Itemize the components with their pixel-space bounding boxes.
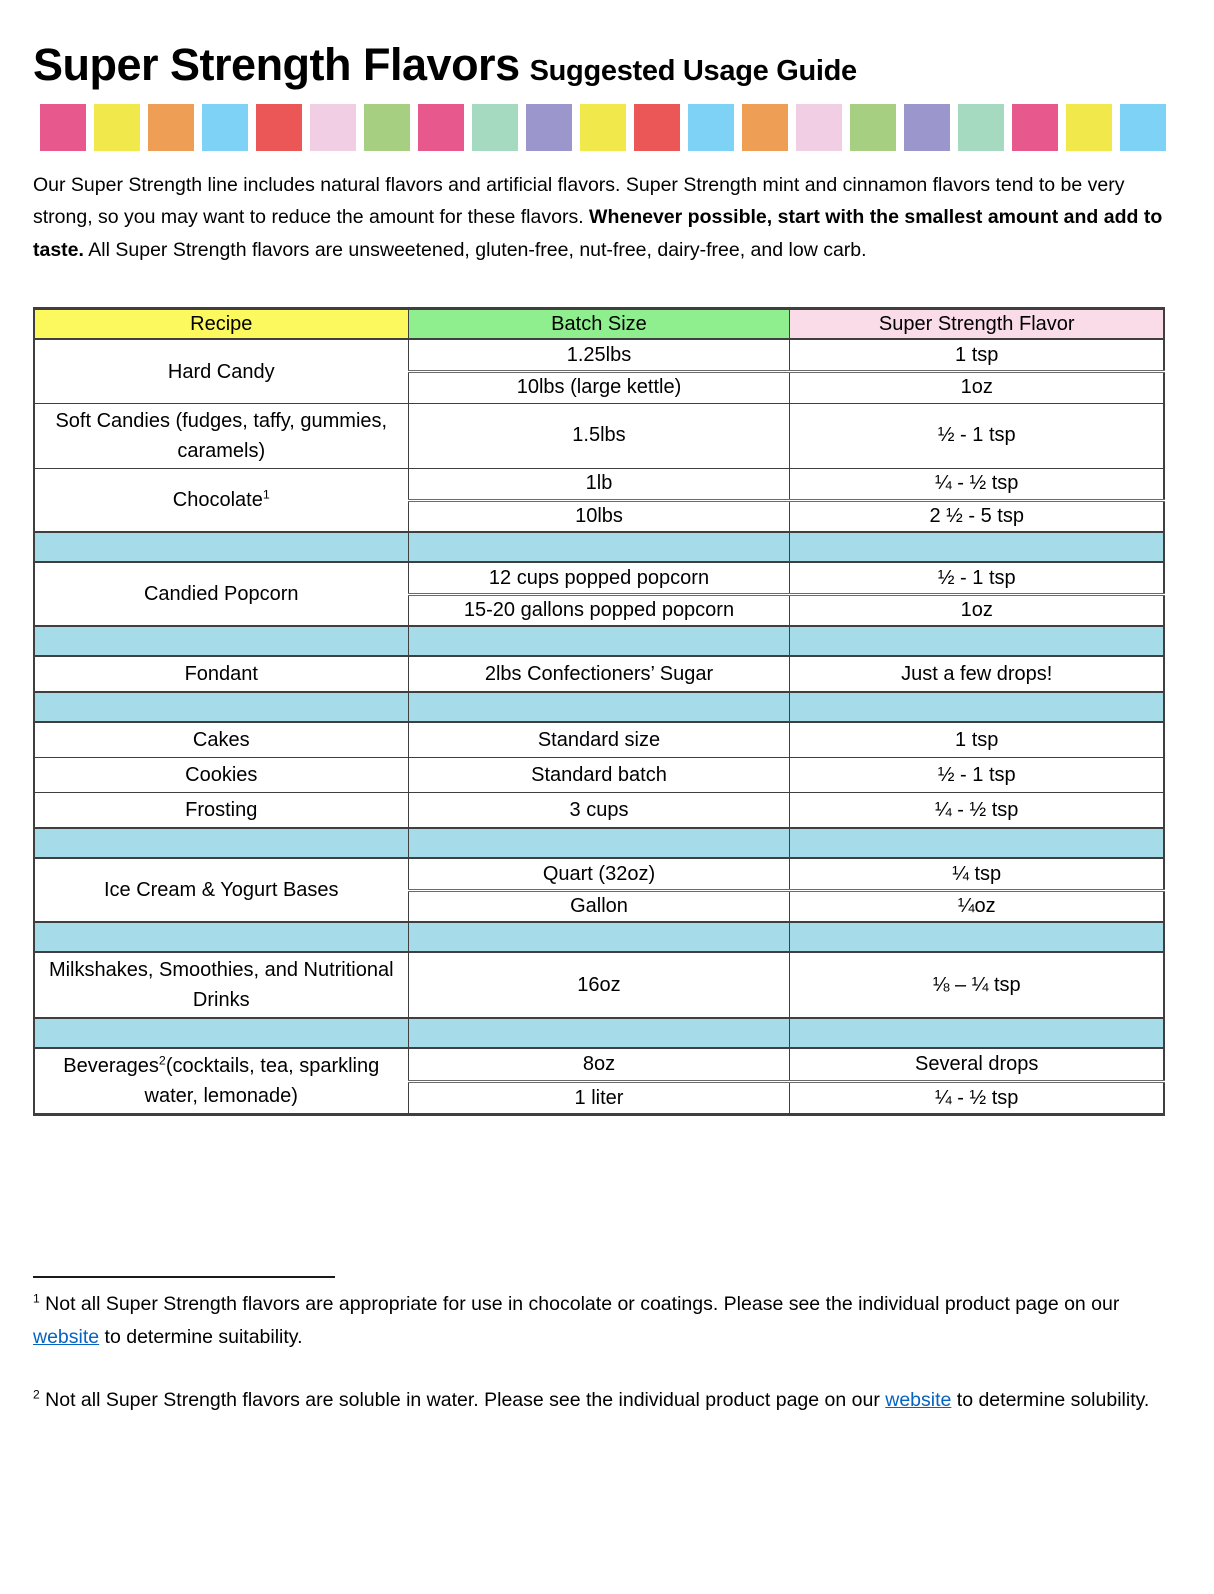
- recipe-cell: [34, 339, 408, 403]
- separator-cell: [790, 532, 1164, 562]
- separator-cell: [34, 626, 408, 656]
- table-row: [34, 722, 1164, 758]
- table-row: [34, 793, 1164, 829]
- color-swatch-orange: [742, 104, 788, 151]
- table-row: [34, 758, 1164, 793]
- batch-size-cell: Quart (32oz): [408, 858, 790, 890]
- recipe-name: Soft Candies (fudges, taffy, gummies, caramels): [55, 409, 388, 462]
- separator-cell: [34, 1018, 408, 1048]
- color-swatch-blue: [688, 104, 734, 151]
- color-swatch-lightpink: [310, 104, 356, 151]
- footnote-1-text: Not all Super Strength flavors are appropriate for use in chocolate or coatings. Please see the individual product page on our: [39, 1293, 1120, 1316]
- table-row: [34, 656, 1164, 692]
- separator-row: [34, 828, 1164, 858]
- recipe-cell: [34, 403, 408, 468]
- batch-size-cell: 10lbs: [408, 500, 790, 532]
- recipe-name: Milkshakes, Smoothies, and Nutritional Drinks: [48, 959, 394, 1012]
- flavor-amount-cell: ½ - 1 tsp: [790, 403, 1164, 468]
- table-row: [34, 403, 1164, 468]
- color-swatch-yellow: [94, 104, 140, 151]
- footnote-1-text-after: to determine suitability.: [99, 1326, 303, 1348]
- batch-size-cell: Standard size: [408, 722, 790, 758]
- footnote-2-marker: 2: [33, 1387, 40, 1402]
- recipe-cell: [34, 722, 408, 758]
- color-swatch-green: [364, 104, 410, 151]
- flavor-amount-cell: ¼ - ½ tsp: [790, 793, 1164, 829]
- flavor-column-header: Super Strength Flavor: [790, 308, 1164, 339]
- footnote-2-text: Not all Super Strength flavors are soluble in water. Please see the individual product page on our: [39, 1388, 886, 1411]
- table-row: [34, 468, 1164, 500]
- batch-size-cell: 15-20 gallons popped popcorn: [408, 594, 790, 626]
- separator-row: [34, 922, 1164, 952]
- flavor-amount-cell: 1oz: [790, 594, 1164, 626]
- separator-cell: [408, 532, 790, 562]
- separator-cell: [790, 828, 1164, 858]
- color-swatch-yellow: [1066, 104, 1112, 151]
- footnote-reference: 1: [262, 487, 270, 502]
- flavor-amount-cell: 1oz: [790, 371, 1164, 403]
- separator-cell: [408, 922, 790, 952]
- footnote-1: [33, 1288, 1165, 1354]
- flavor-amount-cell: ⅛ – ¼ tsp: [790, 952, 1164, 1018]
- recipe-name: Chocolate: [172, 489, 263, 511]
- batch-size-column-header: Batch Size: [408, 308, 790, 339]
- flavor-amount-cell: 1 tsp: [790, 339, 1164, 371]
- color-swatch-yellow: [580, 104, 626, 151]
- color-swatch-purple: [526, 104, 572, 151]
- recipe-cell: [34, 758, 408, 793]
- color-swatch-blue: [1120, 104, 1166, 151]
- recipe-name: Hard Candy: [167, 360, 275, 383]
- footnote-2: [33, 1384, 1165, 1417]
- batch-size-cell: 1 liter: [408, 1082, 790, 1115]
- flavor-amount-cell: 2 ½ - 5 tsp: [790, 500, 1164, 532]
- separator-cell: [790, 922, 1164, 952]
- batch-size-cell: 3 cups: [408, 793, 790, 829]
- color-swatch-pink: [1012, 104, 1058, 151]
- intro-text-1: Our Super Strength line includes natural flavors and artificial flavors. Super Strength mint and cinnamon flavors tend to be very strong, so you may want to reduce the amount for these flavors.: [33, 173, 1125, 229]
- usage-guide-table: [33, 307, 1165, 1117]
- flavor-amount-cell: ¼oz: [790, 890, 1164, 922]
- separator-cell: [408, 692, 790, 722]
- batch-size-cell: 16oz: [408, 952, 790, 1018]
- decorative-color-stripe: [40, 104, 1165, 151]
- color-swatch-pink: [418, 104, 464, 151]
- table-header-row: [34, 308, 1164, 339]
- batch-size-cell: Standard batch: [408, 758, 790, 793]
- flavor-amount-cell: ½ - 1 tsp: [790, 758, 1164, 793]
- page-title: [33, 40, 1165, 90]
- color-swatch-orange: [148, 104, 194, 151]
- title-subtitle: Suggested Usage Guide: [529, 55, 857, 87]
- footnote-separator-rule: [33, 1276, 335, 1278]
- batch-size-cell: Gallon: [408, 890, 790, 922]
- recipe-cell: [34, 468, 408, 532]
- recipe-name: Cookies: [185, 764, 258, 787]
- color-swatch-green: [850, 104, 896, 151]
- separator-cell: [408, 626, 790, 656]
- separator-cell: [790, 692, 1164, 722]
- color-swatch-mint: [472, 104, 518, 151]
- flavor-amount-cell: ¼ tsp: [790, 858, 1164, 890]
- recipe-cell: [34, 562, 408, 626]
- footnote-1-marker: 1: [33, 1291, 40, 1306]
- recipe-name: Frosting: [185, 799, 258, 822]
- recipe-name: Ice Cream & Yogurt Bases: [103, 879, 339, 902]
- flavor-amount-cell: ½ - 1 tsp: [790, 562, 1164, 594]
- recipe-cell: [34, 858, 408, 922]
- separator-row: [34, 626, 1164, 656]
- flavor-amount-cell: ¼ - ½ tsp: [790, 1082, 1164, 1115]
- recipe-cell: [34, 656, 408, 692]
- table-row: [34, 952, 1164, 1018]
- separator-row: [34, 692, 1164, 722]
- flavor-amount-cell: ¼ - ½ tsp: [790, 468, 1164, 500]
- recipe-name: Candied Popcorn: [143, 583, 299, 606]
- table-row: [34, 562, 1164, 594]
- separator-cell: [790, 1018, 1164, 1048]
- color-swatch-pink: [40, 104, 86, 151]
- batch-size-cell: 1lb: [408, 468, 790, 500]
- recipe-name-suffix: (cocktails, tea, sparkling water, lemonade): [144, 1055, 380, 1108]
- table-row: [34, 1048, 1164, 1081]
- separator-cell: [34, 828, 408, 858]
- table-row: [34, 858, 1164, 890]
- footnote-2-website-link[interactable]: website: [885, 1388, 952, 1411]
- batch-size-cell: 1.5lbs: [408, 403, 790, 468]
- color-swatch-purple: [904, 104, 950, 151]
- flavor-amount-cell: Several drops: [790, 1048, 1164, 1081]
- color-swatch-red: [256, 104, 302, 151]
- color-swatch-blue: [202, 104, 248, 151]
- batch-size-cell: 2lbs Confectioners’ Sugar: [408, 656, 790, 692]
- recipe-name: Fondant: [184, 663, 258, 686]
- footnote-1-website-link[interactable]: website: [33, 1326, 100, 1348]
- footnote-2-text-after: to determine solubility.: [951, 1388, 1150, 1411]
- recipe-column-header: Recipe: [34, 308, 408, 339]
- recipe-cell: [34, 1048, 408, 1115]
- title-main: Super Strength Flavors: [33, 39, 520, 90]
- separator-cell: [408, 828, 790, 858]
- batch-size-cell: 8oz: [408, 1048, 790, 1081]
- separator-row: [34, 532, 1164, 562]
- separator-cell: [34, 532, 408, 562]
- footnote-reference: 2: [158, 1053, 166, 1068]
- batch-size-cell: 1.25lbs: [408, 339, 790, 371]
- recipe-name: Beverages: [63, 1055, 159, 1078]
- intro-paragraph: [33, 169, 1165, 267]
- color-swatch-lightpink: [796, 104, 842, 151]
- recipe-cell: [34, 793, 408, 829]
- separator-cell: [790, 626, 1164, 656]
- batch-size-cell: 12 cups popped popcorn: [408, 562, 790, 594]
- usage-table-body: [34, 339, 1164, 1115]
- recipe-name: Cakes: [192, 729, 250, 752]
- table-row: [34, 339, 1164, 371]
- separator-cell: [34, 692, 408, 722]
- separator-row: [34, 1018, 1164, 1048]
- separator-cell: [408, 1018, 790, 1048]
- separator-cell: [34, 922, 408, 952]
- recipe-cell: [34, 952, 408, 1018]
- color-swatch-mint: [958, 104, 1004, 151]
- flavor-amount-cell: Just a few drops!: [790, 656, 1164, 692]
- batch-size-cell: 10lbs (large kettle): [408, 371, 790, 403]
- intro-text-bold: Whenever possible, start with the smallest amount and add to taste.: [33, 206, 1163, 261]
- flavor-amount-cell: 1 tsp: [790, 722, 1164, 758]
- color-swatch-red: [634, 104, 680, 151]
- intro-text-2: All Super Strength flavors are unsweetened, gluten-free, nut-free, dairy-free, and low carb.: [83, 239, 867, 261]
